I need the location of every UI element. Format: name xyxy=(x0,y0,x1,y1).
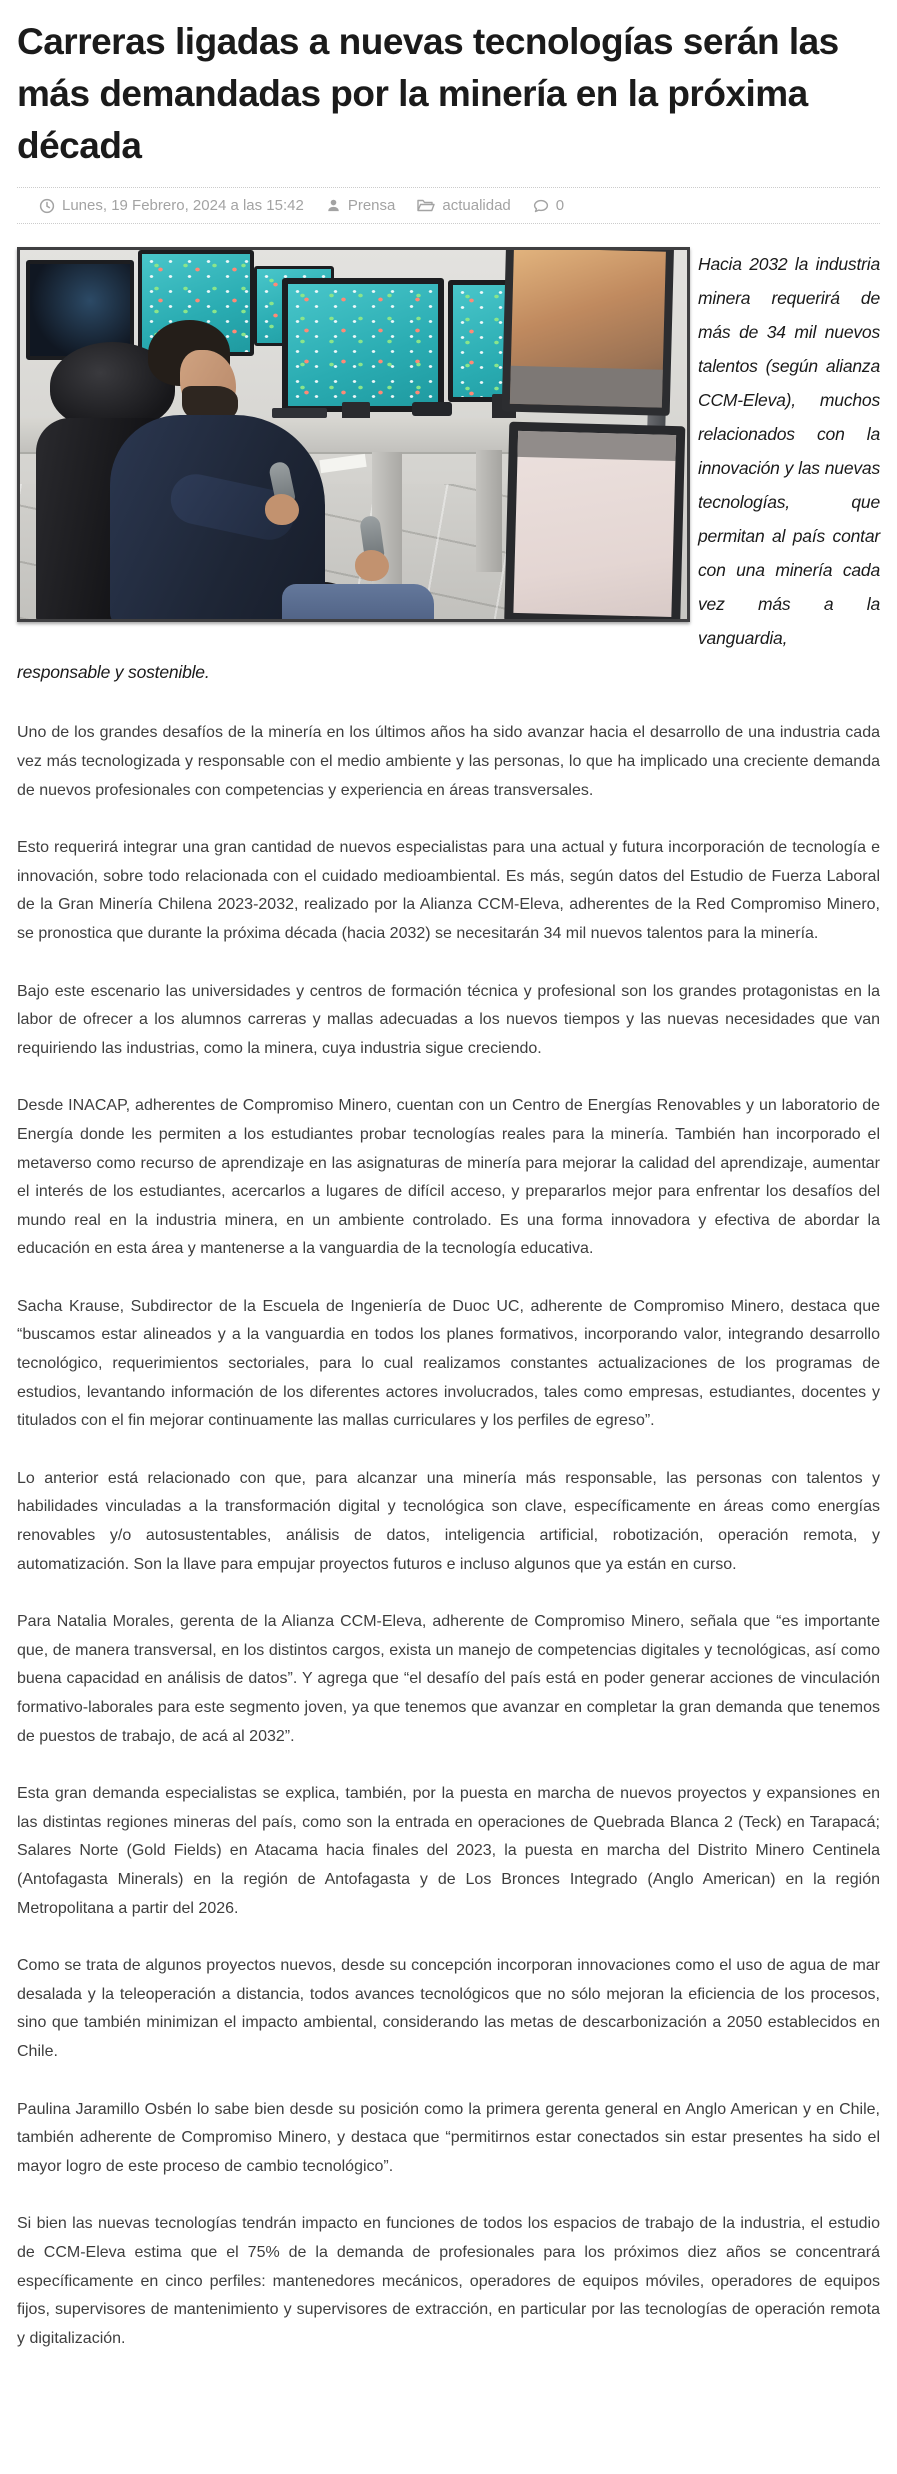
photo-operator-hand-2 xyxy=(355,550,389,581)
photo-screen-bottom xyxy=(504,422,685,622)
article-body xyxy=(17,719,880,2353)
meta-comments-count[interactable]: 0 xyxy=(555,197,565,215)
photo-desk-keyboard xyxy=(272,408,327,418)
meta-comments[interactable] xyxy=(533,197,564,214)
photo-screen-bottom-band xyxy=(517,431,676,461)
meta-category[interactable] xyxy=(417,197,510,214)
user-icon xyxy=(326,198,341,213)
meta-author-link[interactable]: Prensa xyxy=(347,197,396,215)
photo-desk-phone xyxy=(412,402,452,416)
meta-date-label: Lunes, 19 Febrero, 2024 a las 15:42 xyxy=(62,197,304,215)
article-paragraph: Sacha Krause, Subdirector de la Escuela de Ingeniería de Duoc UC, adherente de Compromiso Minero, destaca que “buscamos estar alineados y a la vanguardia en todos los planes formativos, incorporando valor, integrando desarrollo tecnológico, requerimientos sectoriales, para lo cual realizamos constantes actualizaciones de los programas de estudios, levantando información de los diferentes actores involucrados, tales como empresas, estudiantes, docentes y titulados con el fin mejorar continuamente las mallas curriculares y los perfiles de egreso”. xyxy=(17,1297,880,1430)
photo-operator-hand-1 xyxy=(265,494,299,525)
article-paragraph: Paulina Jaramillo Osbén lo sabe bien desde su posición como la primera gerenta general en Anglo American y en Chile, también adherente de Compromiso Minero, y destaca que “permitirnos estar conectados sin estar presentes ha sido el mayor logro de este proceso de cambio tecnológico”. xyxy=(17,2100,880,2175)
article-paragraph: Bajo este escenario las universidades y centros de formación técnica y profesional son los grandes protagonistas en la labor de ofrecer a los alumnos carreras y mallas adecuadas a los nuevos tiempos y las nuevas necesidades que van requiriendo las industrias, como la minera, cuya industria sigue creciendo. xyxy=(17,982,880,1057)
article-paragraph: Uno de los grandes desafíos de la minería en los últimos años ha sido avanzar hacia el desarrollo de una industria cada vez más tecnologizada y responsable con el medio ambiente y las personas, lo que ha implicado una creciente demanda de nuevos profesionales con competencias y experiencia en áreas transversales. xyxy=(17,724,880,799)
article-paragraph: Si bien las nuevas tecnologías tendrán impacto en funciones de todos los espacios de trabajo de la industria, el estudio de CCM-Eleva estima que el 75% de la demanda de profesionales para los próximos diez años se concentrará específicamente en cinco perfiles: mantenedores mecánicos, operadores de equipos móviles, operadores de equipos fijos, supervisores de mantenimiento y supervisores de extracción, en particular por las tecnologías de operación remota y digitalización. xyxy=(17,2215,880,2347)
clock-icon xyxy=(39,198,55,214)
article-meta-bar xyxy=(17,187,880,224)
photo-screen-top xyxy=(502,247,674,416)
meta-category-link[interactable]: actualidad xyxy=(442,197,511,215)
article-paragraph: Esta gran demanda especialistas se explica, también, por la puesta en marcha de nuevos proyectos y expansiones en las distintas regiones mineras del país, como son la entrada en operaciones de Quebrada Blanca 2 (Teck) en Tarapacá; Salares Norte (Gold Fields) en Atacama hacia finales del 2023, la puesta en marcha del Distrito Minero Centinela (Antofagasta Minerals) en la región de Antofagasta y de Los Bronces Integrado (Anglo American) en la región Metropolitana a partir del 2026. xyxy=(17,1785,880,1917)
article-paragraph: Desde INACAP, adherentes de Compromiso Minero, cuentan con un Centro de Energías Renovables y un laboratorio de Energía donde les permiten a los estudiantes probar tecnologías reales para la minería. También han incorporado el metaverso como recurso de aprendizaje en las asignaturas de minería para mejorar la calidad del aprendizaje, aumentar el interés de los estudiantes, acercarlos a lugares de difícil acceso, y prepararlos mejor para enfrentar los desafíos del mundo real en la industria minera, en un ambiente controlado. Es una forma innovadora y efectiva de abordar la educación en esta área y mantenerse a la vanguardia de la tecnología educativa. xyxy=(17,1097,880,1258)
article-paragraph: Esto requerirá integrar una gran cantidad de nuevos especialistas para una actual y futura incorporación de tecnología e innovación, sobre todo relacionada con el cuidado medioambiental. Es más, según datos del Estudio de Fuerza Laboral de la Gran Minería Chilena 2023-2032, realizado por la Alianza CCM-Eleva, adherentes de la Red Compromiso Minero, se pronostica que durante la próxima década (hacia 2032) se necesitarán 34 mil nuevos talentos para la minería. xyxy=(17,839,880,942)
comments-icon xyxy=(533,198,549,214)
article-paragraph: Para Natalia Morales, gerenta de la Alianza CCM-Eleva, adherente de Compromiso Minero, señala que “es importante que, de manera transversal, en los distintos cargos, exista un manejo de competencias digitales y tecnológicas, así como buena capacidad en análisis de datos”. Y agrega que “el desafío del país está en poder generar acciones de vinculación formativo-laborales para este segmento joven, ya que tenemos que avanzar en completar la gran demanda que tenemos de puestos de trabajo, de acá al 2032”. xyxy=(17,1613,880,1745)
meta-author[interactable] xyxy=(326,197,396,214)
meta-date xyxy=(39,197,304,214)
page-title: Carreras ligadas a nuevas tecnologías serán las más demandadas por la minería en la próxima década xyxy=(17,21,839,166)
article-paragraph: Como se trata de algunos proyectos nuevos, desde su concepción incorporan innovaciones como el uso de agua de mar desalada y la teleoperación a distancia, todos avances tecnológicos que no sólo mejoran la eficiencia de los procesos, sino que también minimizan el impacto ambiental, considerando las metas de descarbonización a 2050 establecidos en Chile. xyxy=(17,1957,880,2060)
photo-monitor-teal-3 xyxy=(282,278,444,412)
article-paragraph: Lo anterior está relacionado con que, para alcanzar una minería más responsable, las personas con talentos y habilidades vinculadas a la transformación digital y tecnológica son clave, específicamente en áreas como energías renovables y/o autosustentables, análisis de datos, inteligencia artificial, robotización, operación remota, y automatización. Son la llave para empujar proyectos futuros e incluso algunos que ya están en curso. xyxy=(17,1469,880,1573)
lead-paragraph: Hacia 2032 la industria minera requerirá de más de 34 mil nuevos talentos (según alianza CCM-Eleva), muchos relacionados con la innovación y las nuevas tecnologías, que permitan al país contar con una minería cada vez más a la vanguardia, responsable y sostenible. xyxy=(17,254,880,683)
folder-icon xyxy=(417,198,435,213)
photo-big-screen-array xyxy=(496,247,690,622)
photo-desk-paper xyxy=(319,454,366,473)
photo-screen-top-band xyxy=(510,366,663,408)
control-room-operator-photo xyxy=(17,247,690,622)
photo-scene xyxy=(20,250,687,619)
lead-section xyxy=(17,247,880,719)
photo-operator-jeans xyxy=(282,584,434,622)
